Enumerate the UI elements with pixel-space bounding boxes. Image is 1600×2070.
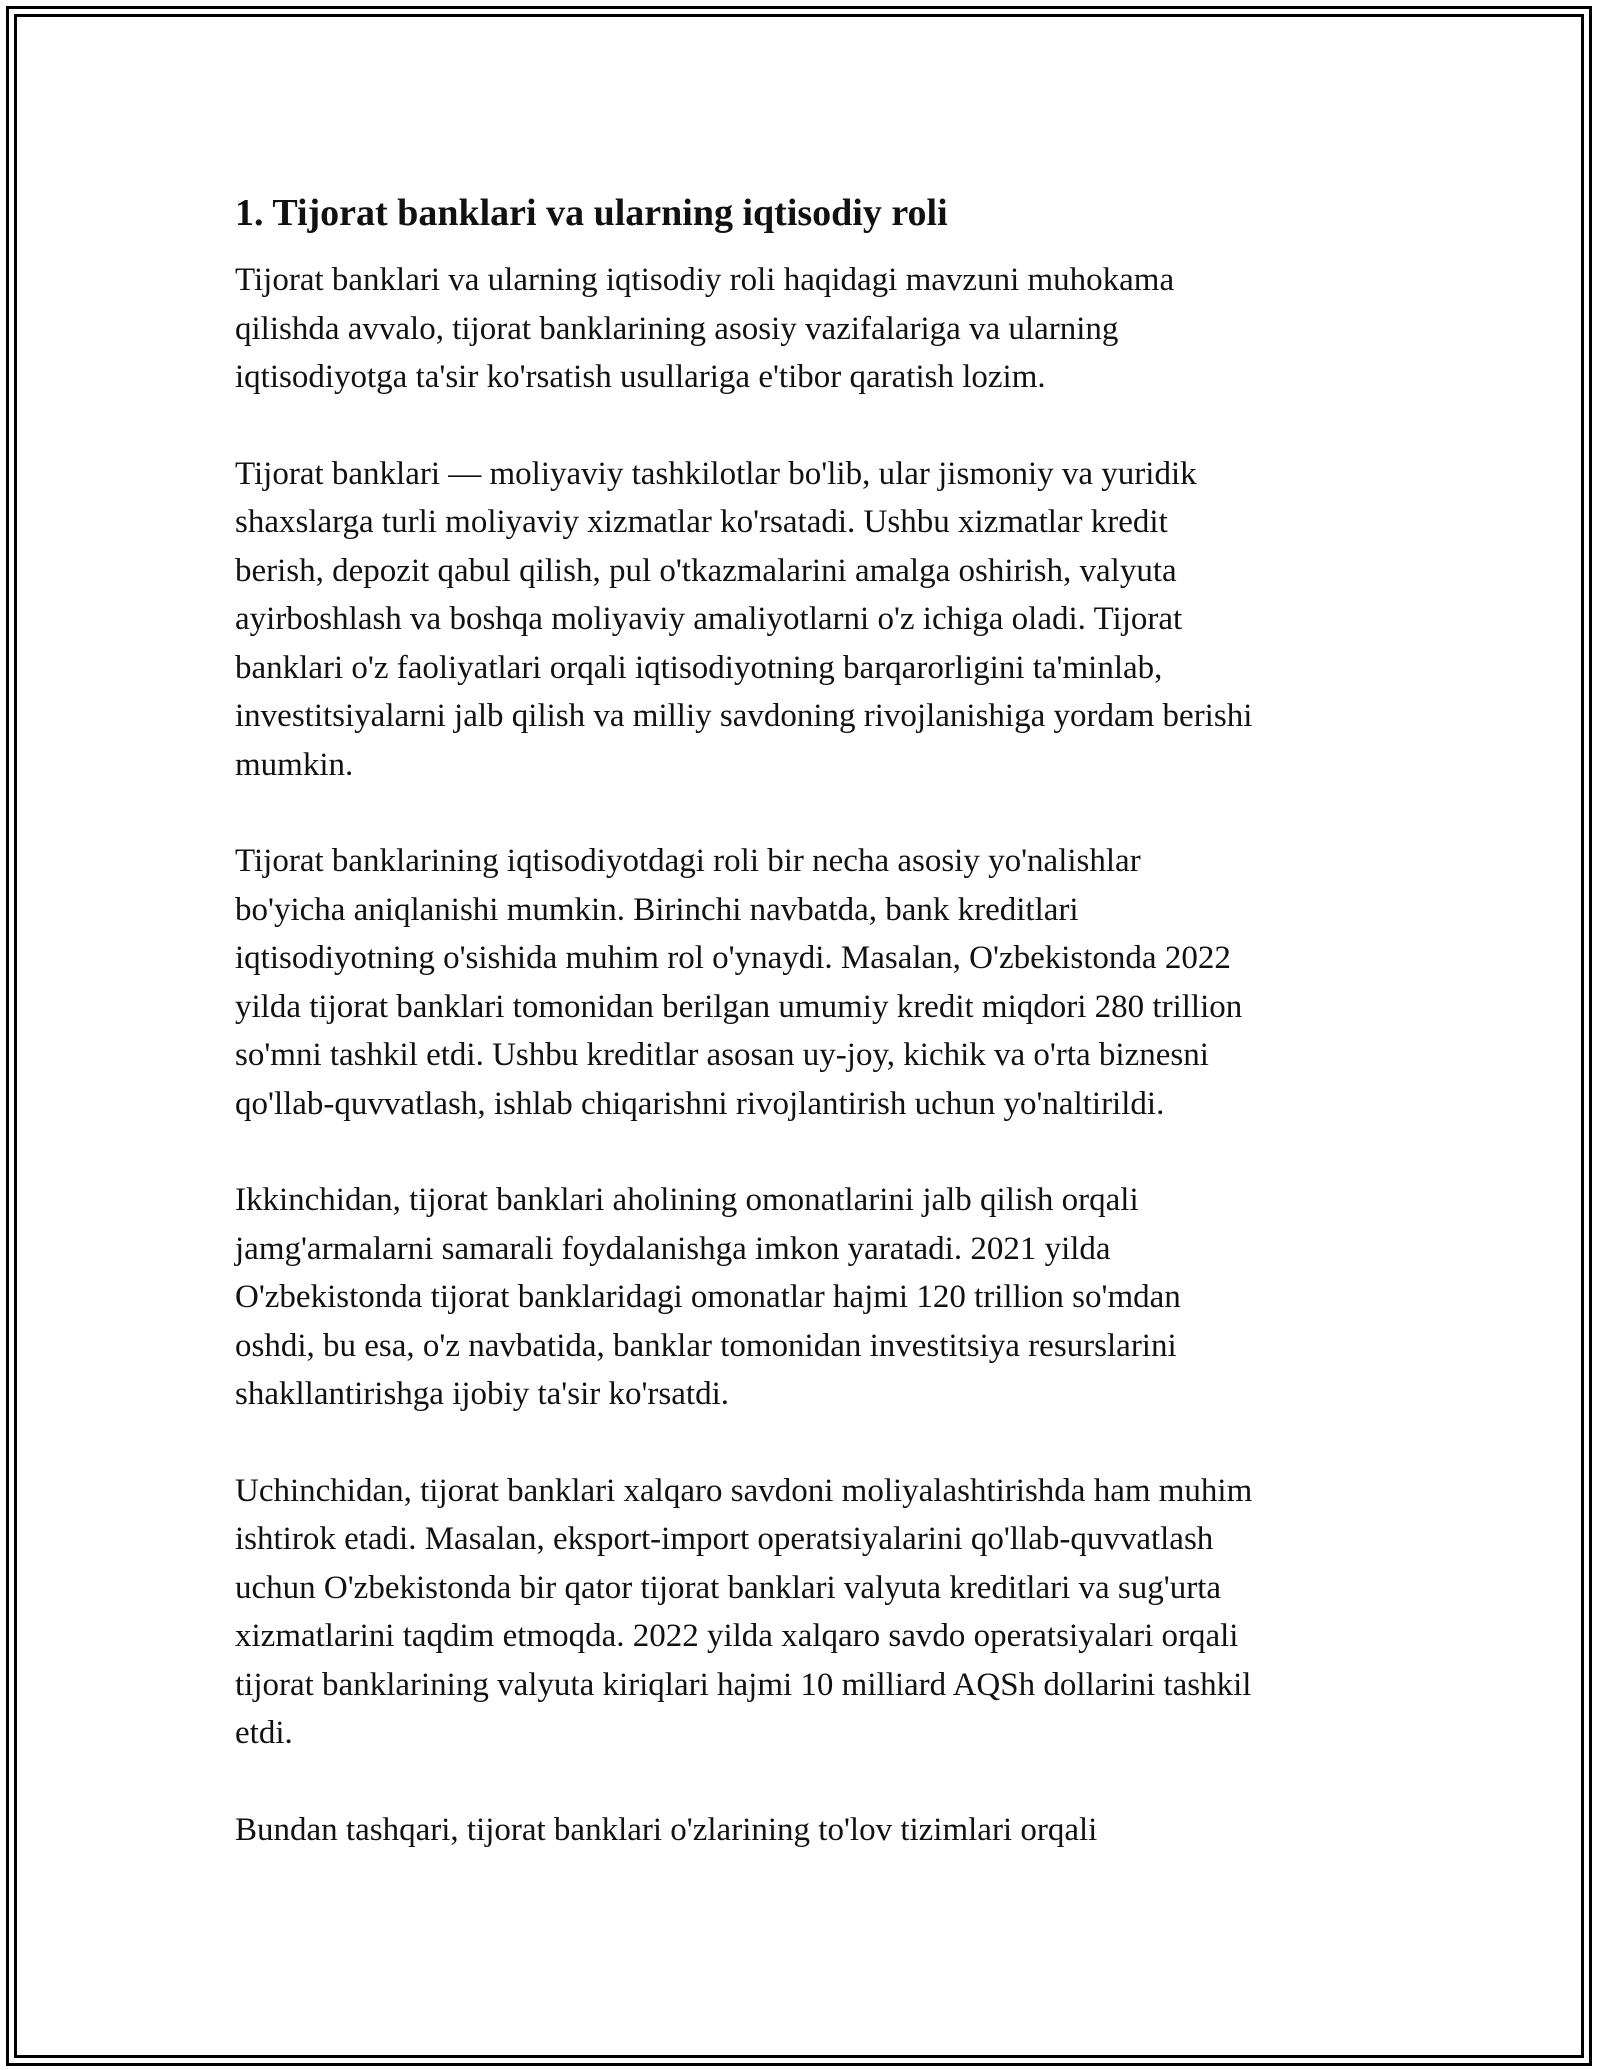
text-line: qilishda avvalo, tijorat banklarining asosiy vazifalariga va ularning (235, 310, 1119, 347)
document-body (235, 187, 1385, 1902)
paragraph-definition (235, 450, 1385, 790)
text-line: ishtirok etadi. Masalan, eksport-import operatsiyalarini qo'llab-quvvatlash (235, 1521, 1214, 1557)
text-line: shakllantirishga ijobiy ta'sir ko'rsatdi. (235, 1376, 729, 1412)
text-line: tijorat banklarining valyuta kiriqlari hajmi 10 milliard AQSh dollarini tashkil (235, 1666, 1252, 1703)
text-line: investitsiyalarni jalb qilish va milliy savdoning rivojlanishiga yordam berishi (235, 698, 1253, 734)
text-line: Tijorat banklarining iqtisodiyotdagi roli bir necha asosiy yo'nalishlar (235, 843, 1141, 879)
text-line: iqtisodiyotga ta'sir ko'rsatish usullariga e'tibor qaratish lozim. (235, 359, 1046, 395)
paragraph-intro (235, 256, 1385, 402)
text-line: Tijorat banklari — moliyaviy tashkilotlar bo'lib, ular jismoniy va yuridik (235, 455, 1197, 492)
text-line: Ikkinchidan, tijorat banklari aholining omonatlarini jalb qilish orqali (235, 1182, 1139, 1218)
paragraph-deposits (235, 1176, 1385, 1419)
text-line: qo'llab-quvvatlash, ishlab chiqarishni rivojlantirish uchun yo'naltirildi. (235, 1085, 1165, 1122)
text-line: yilda tijorat banklari tomonidan berilgan umumiy kredit miqdori 280 trillion (235, 988, 1243, 1025)
text-line: so'mni tashkil etdi. Ushbu kreditlar asosan uy-joy, kichik va o'rta biznesni (235, 1037, 1209, 1073)
text-line: uchun O'zbekistonda bir qator tijorat banklari valyuta kreditlari va sug'urta (235, 1569, 1222, 1606)
text-line: iqtisodiyotning o'sishida muhim rol o'ynaydi. Masalan, O'zbekistonda 2022 (235, 940, 1231, 976)
text-line: ayirboshlash va boshqa moliyaviy amaliyotlarni o'z ichiga oladi. Tijorat (235, 601, 1183, 637)
paragraph-credit-role (235, 837, 1385, 1128)
text-line: xizmatlarini taqdim etmoqda. 2022 yilda xalqaro savdo operatsiyalari orqali (235, 1618, 1239, 1654)
text-line: Bundan tashqari, tijorat banklari o'zlarining to'lov tizimlari orqali (235, 1811, 1098, 1848)
text-line: bo'yicha aniqlanishi mumkin. Birinchi navbatda, bank kreditlari (235, 891, 1079, 928)
text-line: shaxslarga turli moliyaviy xizmatlar ko'rsatadi. Ushbu xizmatlar kredit (235, 504, 1168, 540)
text-line: mumkin. (235, 746, 354, 783)
paragraph-payment-systems (235, 1806, 1385, 1855)
text-line: etdi. (235, 1715, 293, 1751)
section-heading: 1. Tijorat banklari va ularning iqtisodiy roli (235, 192, 948, 234)
text-line: Uchinchidan, tijorat banklari xalqaro savdoni moliyalashtirishda ham muhim (235, 1472, 1253, 1509)
text-line: berish, depozit qabul qilish, pul o'tkazmalarini amalga oshirish, valyuta (235, 552, 1177, 589)
text-line: O'zbekistonda tijorat banklaridagi omonatlar hajmi 120 trillion so'mdan (235, 1279, 1181, 1315)
text-line: banklari o'z faoliyatlari orqali iqtisodiyotning barqarorligini ta'minlab, (235, 649, 1163, 686)
text-line: oshdi, bu esa, o'z navbatida, banklar tomonidan investitsiya resurslarini (235, 1327, 1177, 1364)
text-line: jamg'armalarni samarali foydalanishga imkon yaratadi. 2021 yilda (235, 1230, 1111, 1267)
paragraph-trade-finance (235, 1467, 1385, 1758)
text-line: Tijorat banklari va ularning iqtisodiy roli haqidagi mavzuni muhokama (235, 262, 1175, 298)
